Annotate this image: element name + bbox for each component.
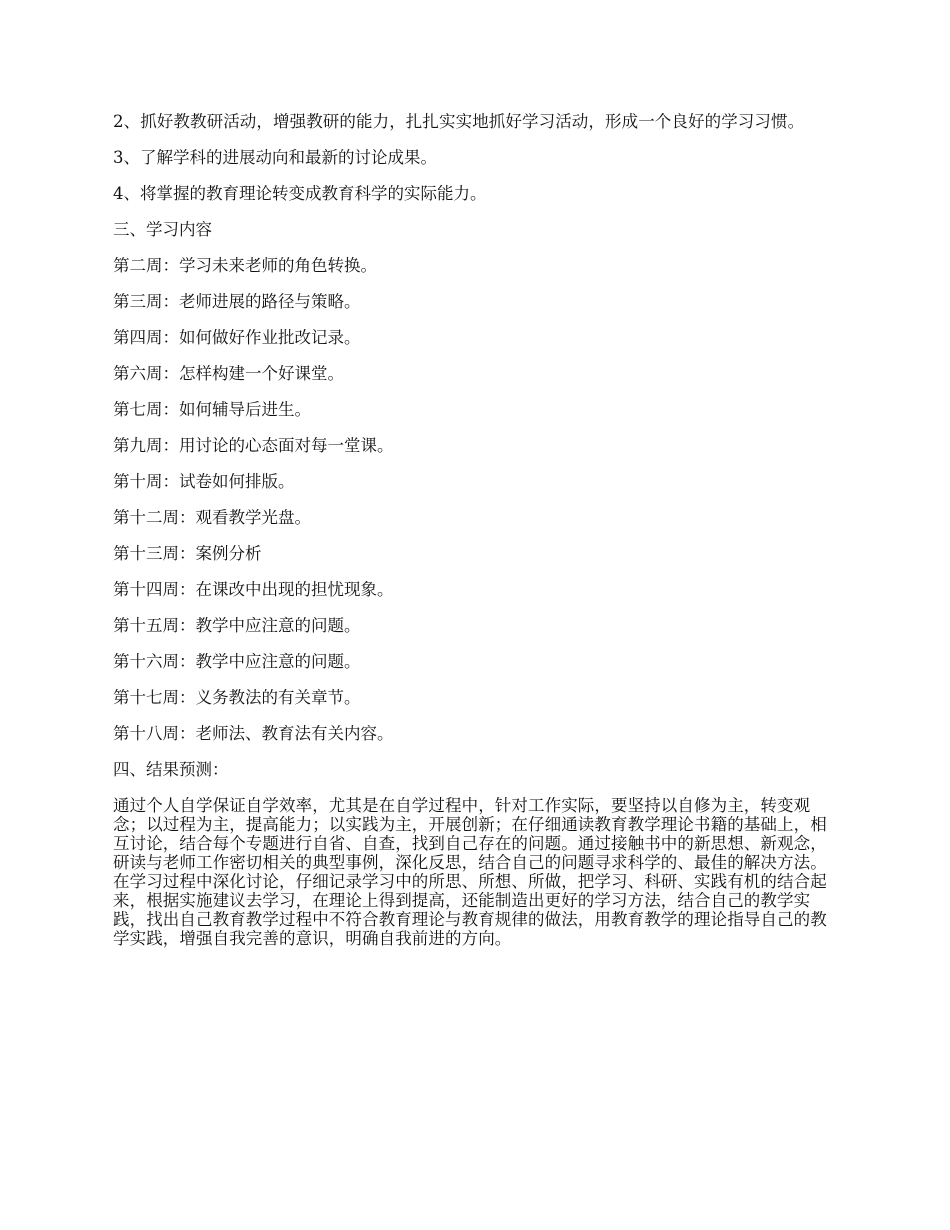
- week-item: 第十四周：在课改中出现的担忧现象。: [113, 580, 394, 599]
- goal-3: 3、了解学科的进展动向和最新的讨论成果。: [113, 148, 437, 167]
- section-result-title: 四、结果预测：: [113, 760, 229, 779]
- document-body: [113, 112, 843, 948]
- week-item: 第十三周：案例分析: [113, 544, 262, 563]
- week-item: 第十七周：义务教法的有关章节。: [113, 688, 361, 707]
- week-item: 第十八周：老师法、教育法有关内容。: [113, 724, 394, 743]
- week-item: 第七周：如何辅导后进生。: [113, 400, 311, 419]
- result-paragraph: 通过个人自学保证自学效率，尤其是在自学过程中，针对工作实际，要坚持以自修为主，转变观念；以过程为主，提高能力；以实践为主，开展创新；在仔细通读教育教学理论书籍的基础上，相互讨论，结合每个专题进行自省、自查，找到自己存在的问题。通过接触书中的新思想、新观念，研读与老师工作密切相关的典型事例，深化反思，结合自己的问题寻求科学的、最佳的解决方法。在学习过程中深化讨论，仔细记录学习中的所思、所想、所做，把学习、科研、实践有机的结合起来，根据实施建议去学习，在理论上得到提高，还能制造出更好的学习方法，结合自己的教学实践，找出自己教育教学过程中不符合教育理论与教育规律的做法，用教育教学的理论指导自己的教学实践，增强自我完善的意识，明确自我前进的方向。: [113, 796, 827, 948]
- week-item: 第十六周：教学中应注意的问题。: [113, 652, 361, 671]
- goal-4: 4、将掌握的教育理论转变成教育科学的实际能力。: [113, 184, 487, 203]
- section-content-title: 三、学习内容: [113, 220, 212, 239]
- week-item: 第六周：怎样构建一个好课堂。: [113, 364, 344, 383]
- week-item: 第四周：如何做好作业批改记录。: [113, 328, 361, 347]
- week-item: 第十周：试卷如何排版。: [113, 472, 295, 491]
- week-item: 第十五周：教学中应注意的问题。: [113, 616, 361, 635]
- week-item: 第十二周：观看教学光盘。: [113, 508, 311, 527]
- week-item: 第三周：老师进展的路径与策略。: [113, 292, 361, 311]
- week-item: 第二周：学习未来老师的角色转换。: [113, 256, 377, 275]
- week-item: 第九周：用讨论的心态面对每一堂课。: [113, 436, 394, 455]
- goal-2: 2、抓好教教研活动，增强教研的能力，扎扎实实地抓好学习活动，形成一个良好的学习习惯。: [113, 112, 805, 131]
